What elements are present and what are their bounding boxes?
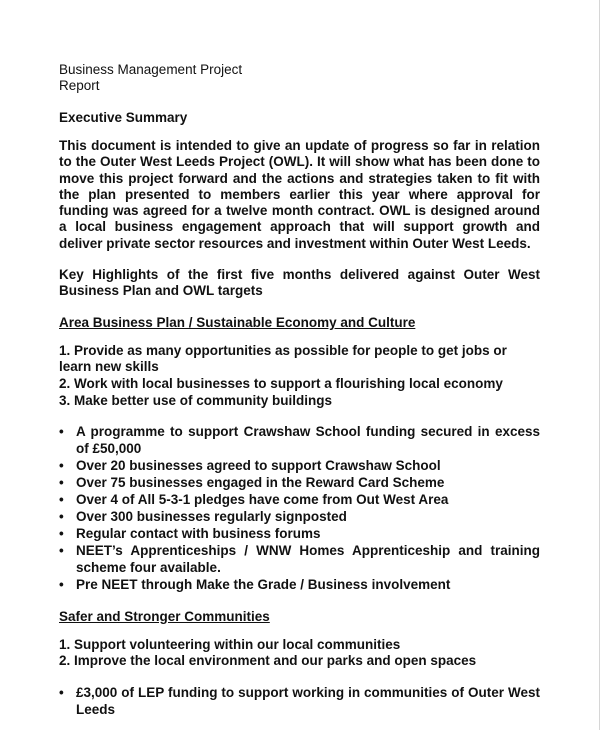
bullet-icon: • bbox=[59, 684, 64, 700]
bullet-text: Over 75 businesses engaged in the Reward Card Scheme bbox=[76, 475, 445, 491]
bullet-icon: • bbox=[59, 458, 64, 474]
document-title-line2: Report bbox=[59, 78, 100, 93]
bullet-icon: • bbox=[59, 492, 64, 508]
executive-summary-heading: Executive Summary bbox=[59, 110, 188, 125]
bullet-item bbox=[59, 492, 540, 509]
numbered-item: 1. Support volunteering within our local communities bbox=[59, 636, 401, 652]
bullet-text: Regular contact with business forums bbox=[76, 525, 321, 541]
bullet-text: Over 300 businesses regularly signposted bbox=[76, 509, 347, 525]
numbered-item: 1. Provide as many opportunities as possible for people to get jobs or learn new skills bbox=[59, 342, 507, 375]
bullet-item bbox=[59, 424, 540, 458]
bullet-text: A programme to support Crawshaw School funding secured in excess of £50,000 bbox=[76, 424, 540, 457]
business-plan-bullet-list bbox=[59, 424, 540, 593]
numbered-item: 3. Make better use of community buildings bbox=[59, 392, 333, 408]
key-highlights-paragraph: Key Highlights of the first five months delivered against Outer West Business Plan and OWL targets bbox=[59, 267, 540, 299]
communities-numbered-list bbox=[59, 637, 540, 670]
bullet-icon: • bbox=[59, 475, 64, 491]
bullet-text: £3,000 of LEP funding to support working in communities of Outer West Leeds bbox=[76, 684, 540, 717]
bullet-icon: • bbox=[59, 509, 64, 525]
document-content bbox=[59, 62, 540, 719]
document-title-line1: Business Management Project bbox=[59, 62, 243, 77]
bullet-text: Over 4 of All 5-3-1 pledges have come from Out West Area bbox=[76, 492, 449, 508]
numbered-item: 2. Improve the local environment and our parks and open spaces bbox=[59, 653, 477, 669]
bullet-icon: • bbox=[59, 525, 64, 541]
bullet-text: NEET’s Apprenticeships / WNW Homes Apprenticeship and training scheme four available. bbox=[76, 542, 540, 575]
bullet-item bbox=[59, 543, 540, 577]
business-plan-heading: Area Business Plan / Sustainable Economy and Culture bbox=[59, 314, 416, 330]
business-plan-numbered-list bbox=[59, 343, 540, 410]
bullet-item bbox=[59, 526, 540, 543]
bullet-item bbox=[59, 475, 540, 492]
executive-summary-paragraph: This document is intended to give an update of progress so far in relation to the Outer West Leeds Project (OWL). It will show what has been done to move this project forward and the actions and strategies taken to fit with the plan presented to members earlier this year where approval for funding was agreed for a twelve month contract. OWL is designed around a local business engagement approach that will support growth and deliver private sector resources and investment within Outer West Leeds. bbox=[59, 138, 540, 251]
bullet-item bbox=[59, 685, 540, 719]
bullet-item bbox=[59, 458, 540, 475]
bullet-icon: • bbox=[59, 542, 64, 558]
bullet-item bbox=[59, 577, 540, 594]
bullet-item bbox=[59, 509, 540, 526]
bullet-icon: • bbox=[59, 424, 64, 440]
communities-bullet-list bbox=[59, 685, 540, 719]
bullet-text: Over 20 businesses agreed to support Crawshaw School bbox=[76, 458, 441, 474]
communities-heading: Safer and Stronger Communities bbox=[59, 608, 270, 624]
document-title bbox=[59, 62, 540, 94]
bullet-icon: • bbox=[59, 576, 64, 592]
bullet-text: Pre NEET through Make the Grade / Business involvement bbox=[76, 576, 451, 592]
numbered-item: 2. Work with local businesses to support a flourishing local economy bbox=[59, 376, 503, 392]
